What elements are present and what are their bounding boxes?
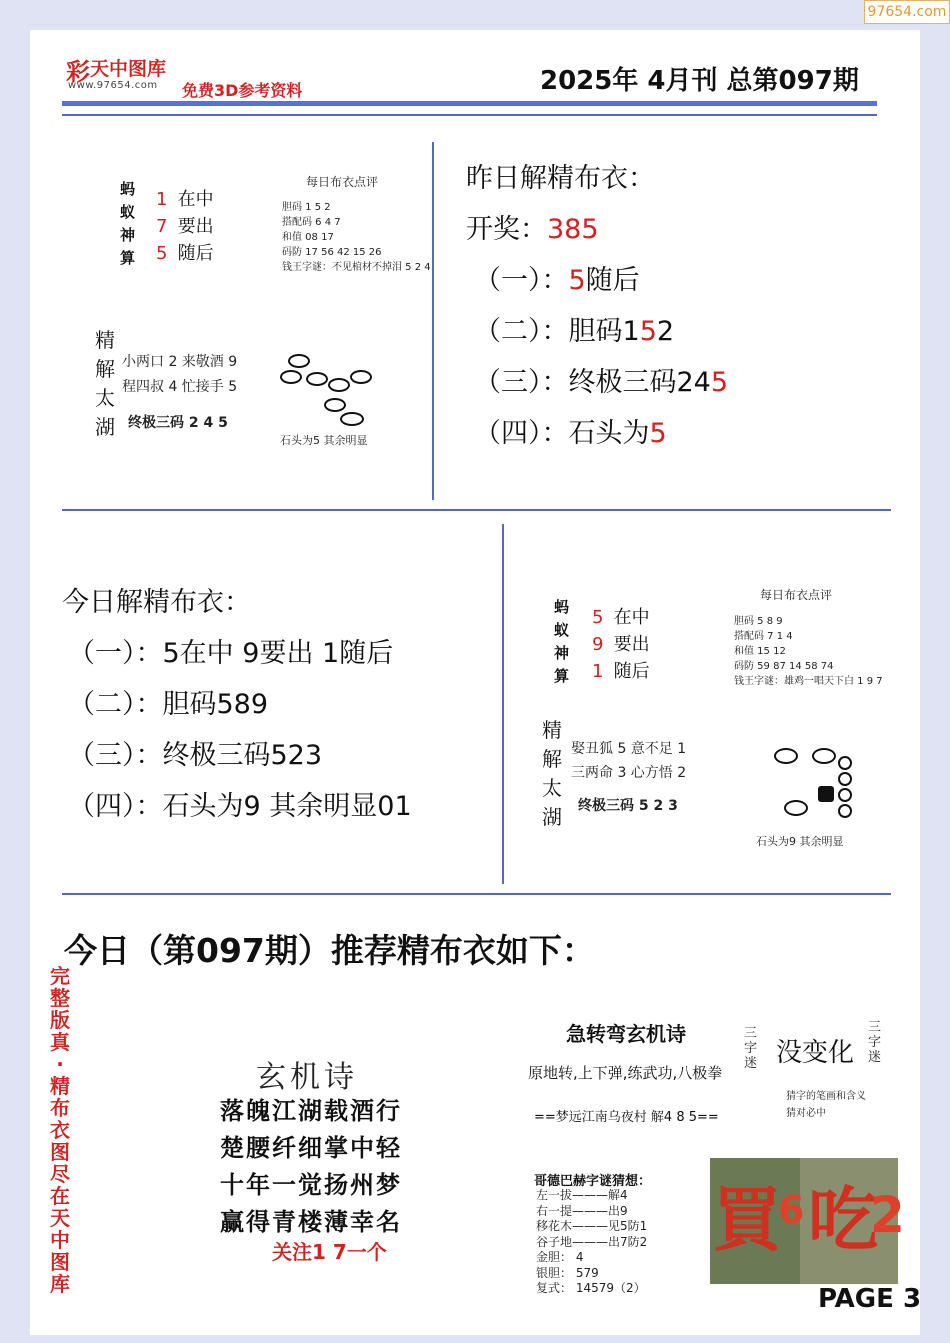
- logo-name: 天中图库: [90, 58, 167, 80]
- today-mayi-title: 蚂 蚁 神 算: [554, 598, 570, 685]
- riddle-image: 買 6 吃 2: [710, 1158, 898, 1284]
- yesterday-jing-lines: 小两口 2 来敬酒 9 程四叔 4 忙接手 5: [122, 354, 238, 395]
- turn-sub: ==梦远江南乌夜村 解4 8 5==: [534, 1110, 719, 1125]
- poem-title: 玄机诗: [256, 1060, 358, 1095]
- header-rule: [62, 101, 877, 106]
- divider-vertical-bottom: [502, 524, 504, 884]
- today-comment-lines: 胆码 5 8 9 搭配码 7 1 4 和值 15 12 码防 59 87 14 58 74 钱王字谜：雄鸡一唱天下白 1 9 7: [734, 616, 883, 687]
- logo-url: www.97654.com: [68, 80, 158, 91]
- yesterday-comment-lines: 胆码 1 5 2 搭配码 6 4 7 和值 08 17 码防 17 56 42 15 26 钱王字谜：不见棺材不掉泪 5 2 4: [282, 202, 431, 273]
- riddle-note-2: 猜对必中: [786, 1108, 826, 1119]
- yesterday-answer-2: （二）：胆码152: [474, 316, 675, 347]
- recommend-title: 今日（第097期）推荐精布衣如下：: [64, 931, 595, 970]
- guess-title: 哥德巴赫字谜猜想：: [534, 1174, 652, 1189]
- turn-line: 原地转,上下弹,练武功,八极拳: [528, 1064, 723, 1082]
- yesterday-stone-figure: [280, 350, 390, 425]
- watermark[interactable]: 97654.com: [864, 0, 950, 24]
- today-jing-lines: 娶丑狐 5 意不足 1 三两命 3 心方悟 2: [571, 741, 687, 781]
- riddle-main: 没变化: [776, 1038, 855, 1068]
- divider-horizontal-bottom: [62, 893, 891, 895]
- yesterday-comment-title: 每日布衣点评: [306, 175, 379, 189]
- yesterday-answer-4: （四）：石头为5: [474, 418, 667, 449]
- header-rule-thin: [62, 114, 877, 116]
- today-stone-figure: [768, 742, 868, 830]
- issue-title: 2025年 4月刊 总第097期: [540, 66, 859, 96]
- riddle-note-1: 猜字的笔画和含义: [786, 1091, 866, 1102]
- riddle-right: 三 字 迷: [868, 1020, 882, 1065]
- yesterday-jing-title: 精 解 太 湖: [95, 328, 115, 439]
- yesterday-mayi-list: 1 在中 7 要出 5 随后: [156, 189, 214, 264]
- yesterday-answer-3: （三）：终极三码245: [474, 367, 729, 398]
- yesterday-mayi-title: 蚂 蚁 神 算: [120, 180, 136, 267]
- today-jing-final: 终极三码 5 2 3: [578, 798, 678, 814]
- yesterday-stone-caption: 石头为5 其余明显: [280, 434, 368, 447]
- riddle-left: 三 字 迷: [744, 1026, 758, 1071]
- today-answer-2: （二）：胆码589: [68, 689, 269, 720]
- yesterday-draw: 开奖：385: [466, 214, 599, 245]
- today-mayi-list: 5 在中 9 要出 1 随后: [592, 607, 650, 682]
- page-number: PAGE 3: [818, 1284, 922, 1314]
- yesterday-answer-1: （一）：5随后: [474, 265, 640, 296]
- divider-horizontal-mid: [62, 509, 891, 511]
- today-answer-1: （一）：5在中 9要出 1随后: [68, 638, 394, 669]
- today-answer-title: 今日解精布衣：: [62, 587, 251, 618]
- side-slogan: 完 整 版 真 · 精 布 衣 图 尽 在 天 中 图 库: [50, 964, 70, 1296]
- turn-title: 急转弯玄机诗: [566, 1022, 686, 1046]
- yesterday-jing-final: 终极三码 2 4 5: [128, 415, 228, 431]
- today-comment-title: 每日布衣点评: [760, 588, 833, 602]
- today-answer-3: （三）：终极三码523: [68, 740, 323, 771]
- yesterday-answer-title: 昨日解精布衣：: [466, 163, 655, 194]
- slogan: 免费3D参考资料: [182, 81, 303, 100]
- logo-mark: 彩: [66, 57, 90, 86]
- guess-lines: 左一拔———解4 右一提———出9 移花木———见5防1 谷子地———出7防2 金胆： 4 银胆： 579 复式： 14579（2）: [536, 1188, 648, 1295]
- today-jing-title: 精 解 太 湖: [542, 718, 562, 829]
- divider-vertical-top: [432, 142, 434, 500]
- poem-note: 关注1 7一个: [272, 1240, 387, 1264]
- today-stone-caption: 石头为9 其余明显: [756, 835, 844, 848]
- today-answer-4: （四）：石头为9 其余明显01: [68, 791, 412, 822]
- poem-lines: 落魄江湖载酒行 楚腰纤细掌中轻 十年一觉扬州梦 赢得青楼薄幸名: [220, 1096, 402, 1236]
